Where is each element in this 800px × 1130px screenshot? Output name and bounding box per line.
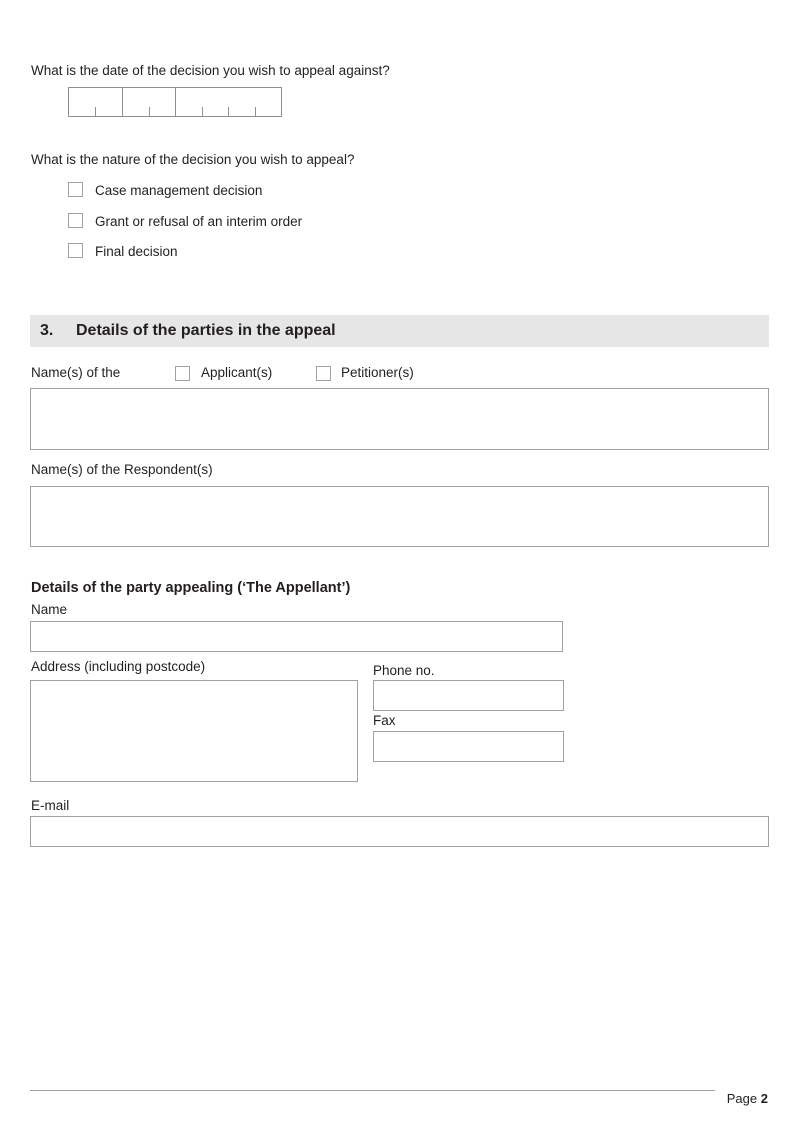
appellant-heading: Details of the party appealing (‘The Appellant’) [31, 580, 351, 596]
nature-question-label: What is the nature of the decision you wish to appeal? [31, 152, 355, 167]
respondent-names-field[interactable] [30, 486, 769, 547]
date-divider-tick [202, 107, 203, 116]
name-label: Name [31, 602, 68, 617]
fax-label: Fax [373, 713, 396, 728]
petitioner-checkbox[interactable] [316, 366, 331, 381]
email-field[interactable] [30, 816, 769, 847]
date-divider-tick [255, 107, 256, 116]
interim-order-label: Grant or refusal of an interim order [95, 214, 303, 229]
respondent-label: Name(s) of the Respondent(s) [31, 462, 213, 477]
date-segment-divider [175, 87, 176, 117]
address-label: Address (including postcode) [31, 659, 206, 674]
names-of-the-label: Name(s) of the [31, 365, 121, 380]
fax-field[interactable] [373, 731, 564, 762]
applicant-checkbox[interactable] [175, 366, 190, 381]
phone-label: Phone no. [373, 663, 435, 678]
applicant-names-field[interactable] [30, 388, 769, 450]
address-field[interactable] [30, 680, 358, 782]
case-management-label: Case management decision [95, 183, 263, 198]
email-label: E-mail [31, 798, 70, 813]
date-divider-tick [149, 107, 150, 116]
page-indicator [727, 1091, 768, 1106]
appellant-name-field[interactable] [30, 621, 563, 652]
final-decision-label: Final decision [95, 244, 178, 259]
date-question-label: What is the date of the decision you wish to appeal against? [31, 63, 390, 78]
date-divider-tick [95, 107, 96, 116]
final-decision-checkbox[interactable] [68, 243, 83, 258]
page-label: Page [726, 1091, 758, 1106]
phone-field[interactable] [373, 680, 564, 711]
case-management-checkbox[interactable] [68, 182, 83, 197]
decision-date-input[interactable] [68, 87, 282, 117]
section-title: Details of the parties in the appeal [76, 322, 336, 339]
page-number: 2 [760, 1091, 768, 1106]
date-divider-tick [228, 107, 229, 116]
section-3-header [30, 315, 769, 347]
interim-order-checkbox[interactable] [68, 213, 83, 228]
footer-rule [30, 1090, 715, 1091]
applicant-label: Applicant(s) [201, 365, 273, 380]
petitioner-label: Petitioner(s) [341, 365, 414, 380]
date-segment-divider [122, 87, 123, 117]
section-number: 3. [40, 322, 54, 339]
